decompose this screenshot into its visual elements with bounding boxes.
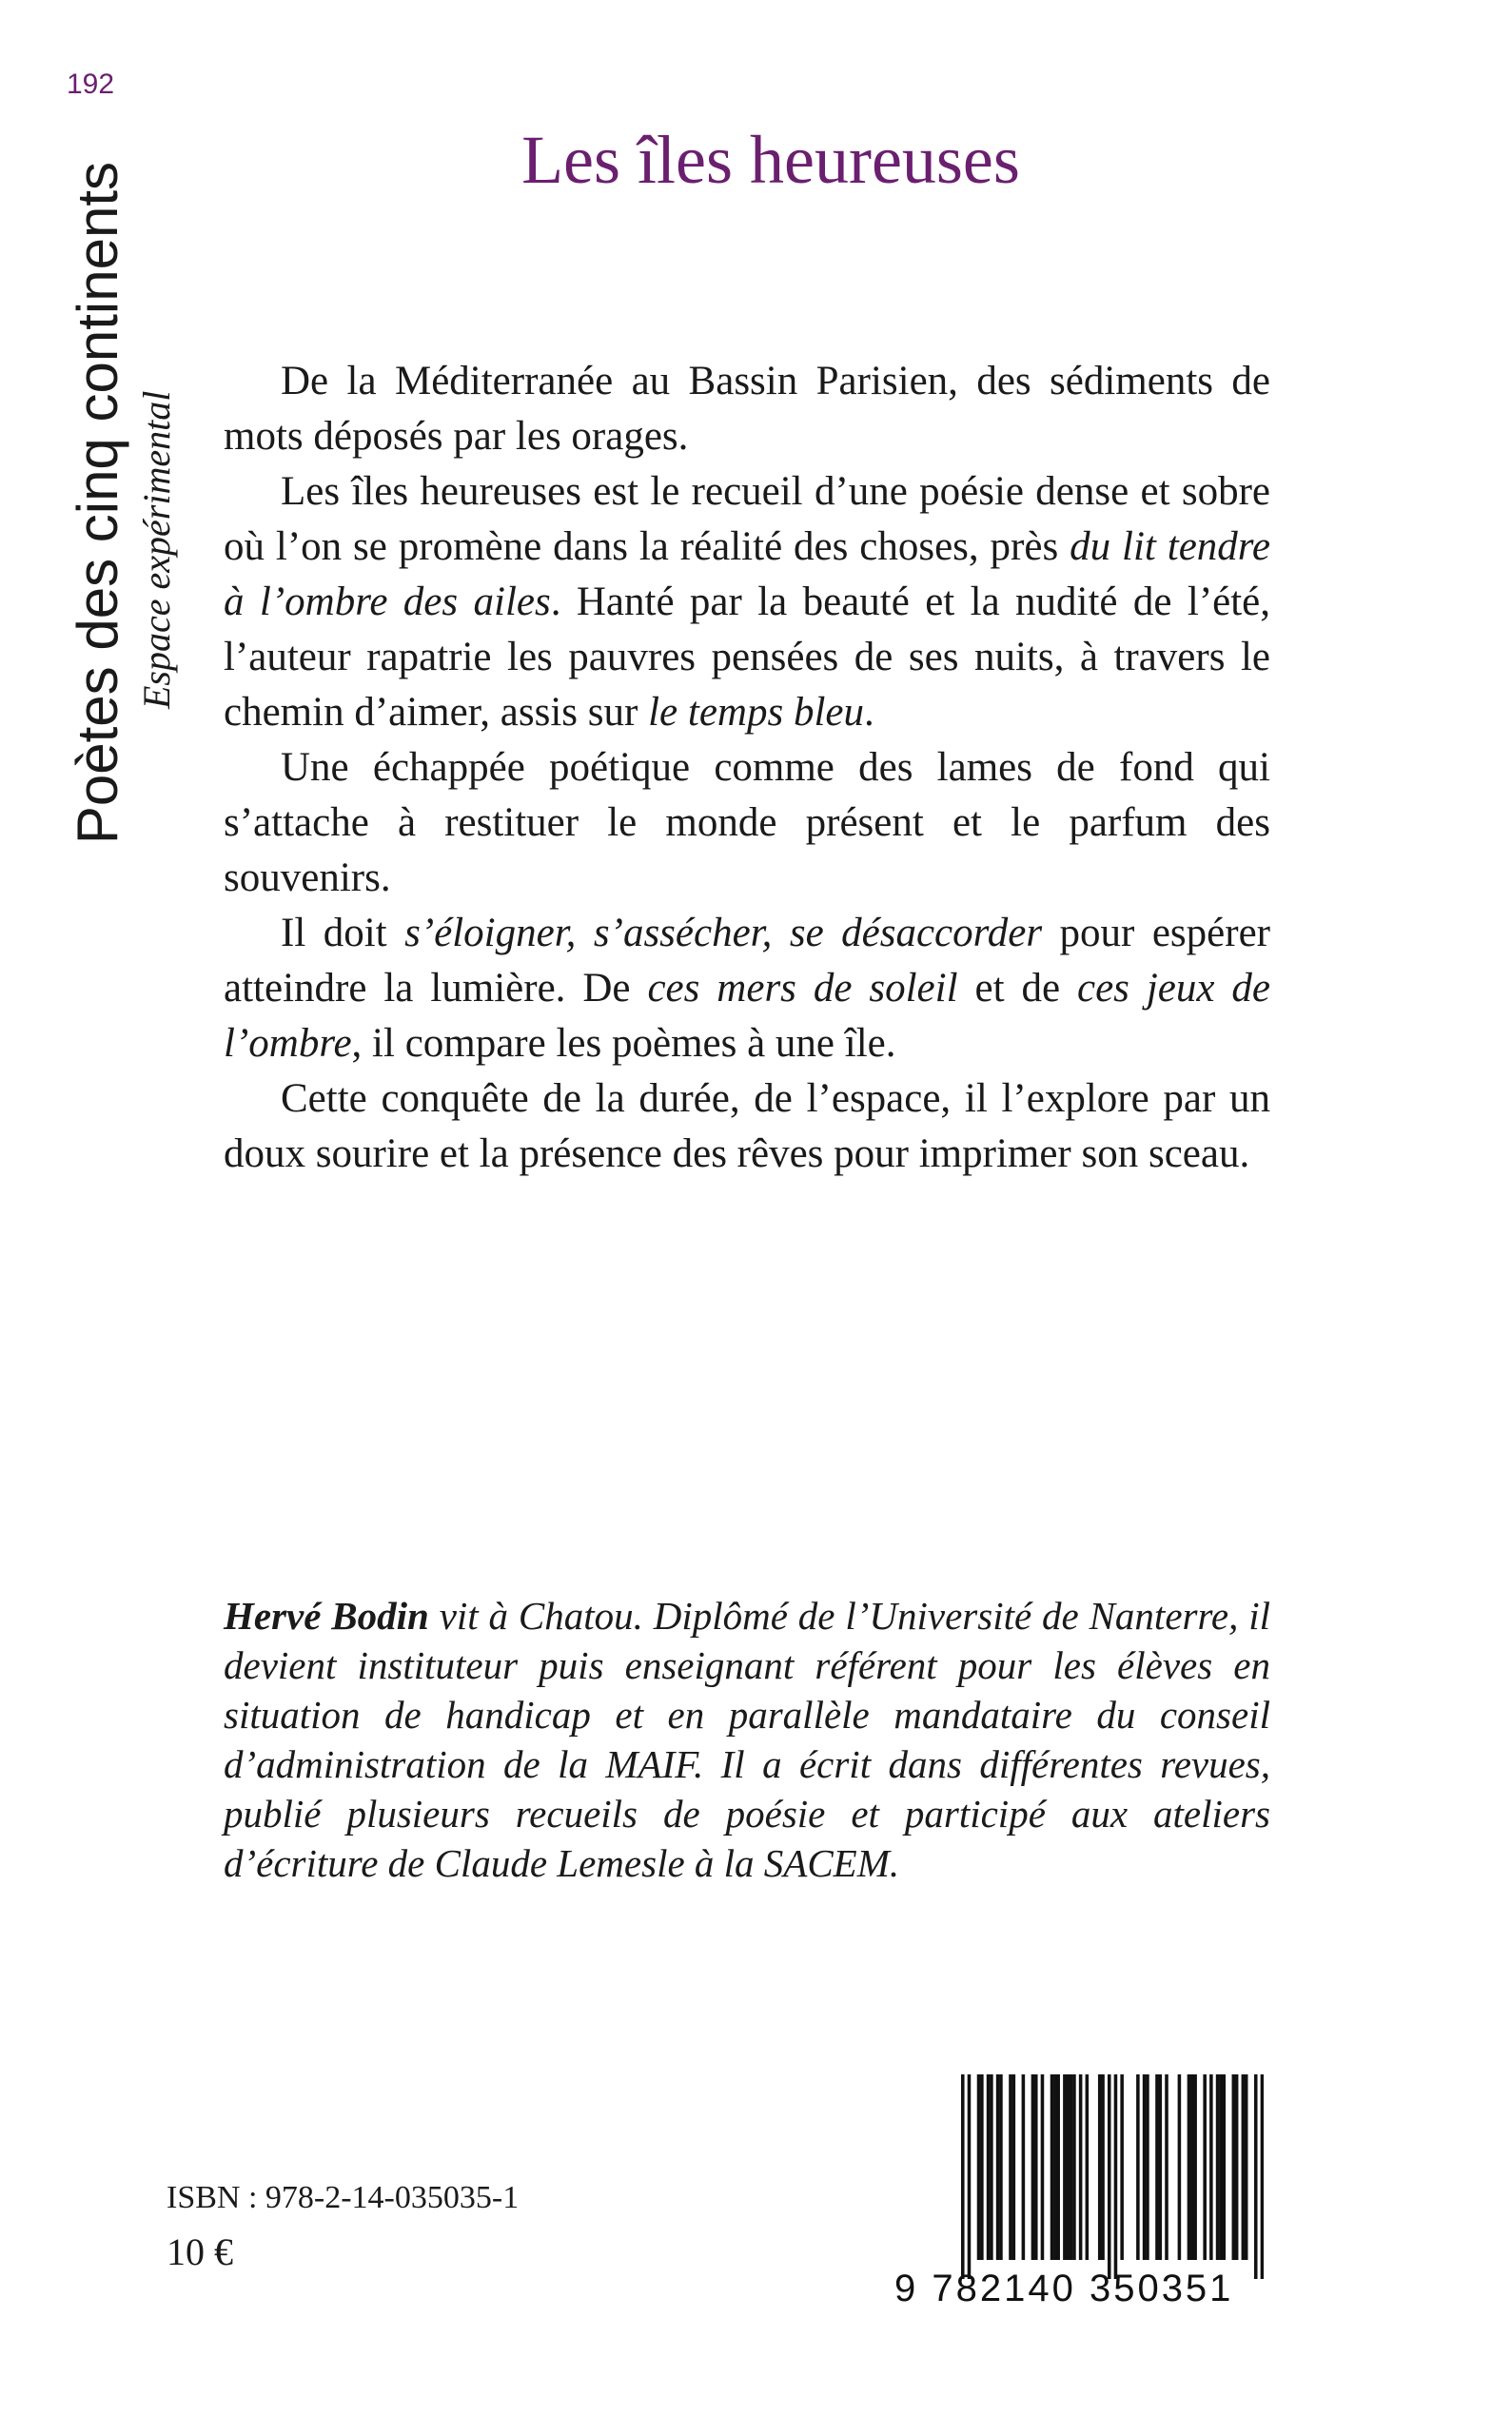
series-number: 192 [67, 69, 115, 100]
barcode-bar [1098, 2074, 1102, 2260]
barcode-bar [1108, 2074, 1111, 2279]
author-name: Hervé Bodin [224, 1594, 429, 1638]
barcode-bar [1072, 2074, 1076, 2260]
barcode-bar [1012, 2074, 1016, 2260]
blurb-text: . [863, 690, 874, 735]
blurb-text: , il compare les poèmes à une île. [351, 1021, 896, 1066]
barcode-bar [1190, 2074, 1194, 2260]
barcode-bar [968, 2074, 972, 2279]
barcode [894, 2074, 1275, 2308]
series-spine [57, 162, 190, 952]
barcode-bar [1235, 2074, 1239, 2260]
barcode-bar [1143, 2074, 1147, 2260]
isbn: ISBN : 978-2-14-035035-1 [167, 2180, 520, 2215]
barcode-bar [1254, 2074, 1258, 2279]
blurb [224, 354, 1270, 1182]
barcode-bar [1146, 2074, 1149, 2260]
barcode-bar [996, 2074, 1000, 2260]
barcode-bar [1219, 2074, 1223, 2260]
barcode-bar [1101, 2074, 1105, 2260]
barcode-bar [1261, 2074, 1264, 2279]
blurb-text: pour espérer atteindre la lumière. De [224, 911, 1270, 1011]
blurb-text: . Hanté par la beauté et la nudité de l’été, l’auteur rapatrie les pauvres pensées de ses nuits, à travers le chemin d’aimer, assis sur [224, 579, 1271, 735]
barcode-digits: 9 782140 350351 [894, 2268, 1234, 2309]
barcode-bar [1063, 2074, 1067, 2260]
barcode-bars [961, 2074, 1264, 2279]
barcode-bar [980, 2074, 984, 2260]
book-title: Les îles heureuses [521, 122, 1020, 198]
barcode-bar [999, 2074, 1003, 2260]
barcode-bar [1222, 2074, 1226, 2260]
blurb-paragraph: Une échappée poétique comme des lames de fond qui s’attache à restituer le monde présent et le parfum des souvenirs. [224, 745, 1270, 900]
barcode-bar [1031, 2074, 1035, 2260]
blurb-italic: s’éloigner, s’assécher, se désaccorder [404, 911, 1043, 955]
barcode-bar [977, 2074, 981, 2260]
bio-paragraph [224, 1591, 1270, 1888]
barcode-bar [1216, 2074, 1220, 2260]
barcode-bar [1053, 2074, 1057, 2260]
barcode-bar [1086, 2074, 1090, 2260]
series-subtitle: Espace expérimental [135, 390, 178, 709]
barcode-bar [1136, 2074, 1140, 2260]
barcode-bar [1232, 2074, 1236, 2260]
blurb-paragraph [224, 464, 1270, 740]
barcode-bar [987, 2074, 991, 2260]
barcode-bar [1188, 2074, 1191, 2260]
barcode-bar [1114, 2074, 1118, 2279]
barcode-bar [1041, 2074, 1045, 2260]
author-bio [224, 1591, 1270, 1888]
barcode-bar [1022, 2074, 1026, 2260]
barcode-bar [1245, 2074, 1248, 2260]
blurb-text: et de [957, 966, 1077, 1011]
barcode-bar [1155, 2074, 1159, 2260]
barcode-bar [1178, 2074, 1182, 2260]
price: 10 € [167, 2230, 233, 2273]
blurb-paragraph [224, 906, 1270, 1071]
blurb-italic: du lit tendre à l’ombre des ailes [224, 524, 1270, 624]
barcode-bar [961, 2074, 965, 2279]
barcode-bar [990, 2074, 993, 2260]
blurb-italic: ces mers de soleil [647, 966, 958, 1011]
barcode-bar [1070, 2074, 1073, 2260]
barcode-bar [1009, 2074, 1012, 2260]
barcode-bar [1193, 2074, 1197, 2260]
barcode-bar [1165, 2074, 1168, 2260]
blurb-paragraph: Cette conquête de la durée, de l’espace, il l’explore par un doux sourire et la présence des rêves pour imprimer son sceau. [224, 1076, 1270, 1176]
blurb-paragraph: De la Méditerranée au Bassin Parisien, des sédiments de mots déposés par les orages. [224, 359, 1270, 459]
barcode-bar [1034, 2074, 1038, 2260]
barcode-bar [1056, 2074, 1060, 2260]
blurb-text: Les îles heureuses est le recueil d’une poésie dense et sobre où l’on se promène dans la réalité des choses, près [224, 469, 1270, 569]
barcode-bar [1159, 2074, 1163, 2260]
barcode-bar [1051, 2074, 1054, 2260]
barcode-bar [1066, 2074, 1070, 2260]
barcode-bar [1209, 2074, 1213, 2260]
barcode-bar [1079, 2074, 1083, 2260]
series-name: Poètes des cinq continents [66, 162, 129, 845]
barcode-bar [1203, 2074, 1207, 2260]
blurb-text: Il doit [281, 911, 405, 955]
bio-text: vit à Chatou. Diplômé de l’Université de Nanterre, il devient instituteur puis enseignant référent pour les élèves en situation de handicap et en parallèle mandataire du conseil d’administration de la MAIF. Il a écrit dans différentes revues, publié plusieurs recueils de poésie et participé aux ateliers d’écriture de Claude Lemesle à la SACEM. [224, 1594, 1270, 1885]
barcode-bar [1242, 2074, 1246, 2260]
blurb-italic: le temps bleu [648, 690, 864, 735]
blurb-italic: ces jeux de l’ombre [224, 966, 1270, 1066]
barcode-bar [1120, 2074, 1124, 2260]
